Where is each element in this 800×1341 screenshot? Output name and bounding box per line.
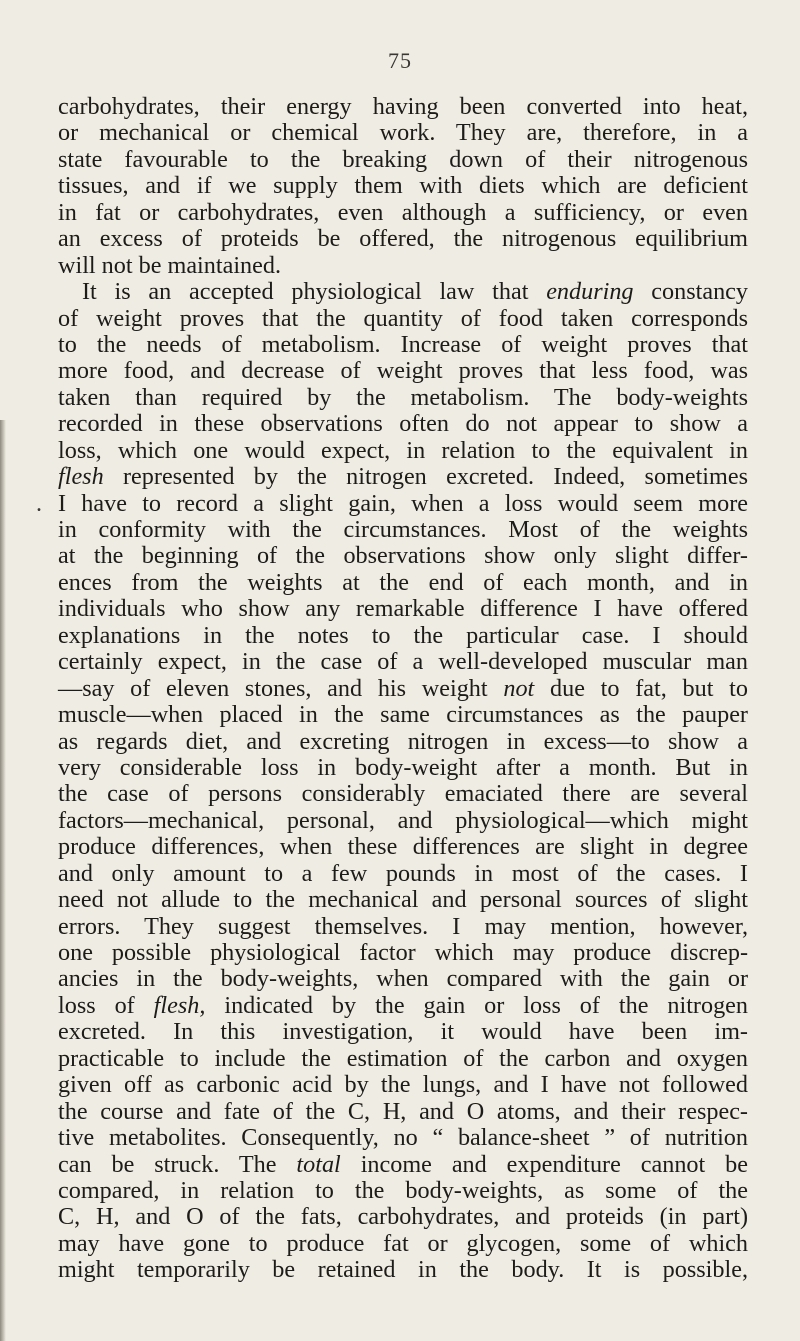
text-span: and only amount to a few pounds in most of the cases. I [58,859,748,887]
text-span: carbohydrates, their energy having been converted into heat, [58,93,748,120]
text-line [58,200,748,226]
text-span: loss, which one would expect, in relation to the equivalent in [58,436,748,464]
text-span: in conformity with the circumstances. Most of the weights [58,516,748,543]
text-span: explanations in the notes to the particular case. I should [58,621,748,649]
text-line [58,993,748,1019]
text-span: more food, and decrease of weight proves that less food, was [58,357,748,385]
text-line [58,253,748,279]
text-span: excreted. In this investigation, it would have been im- [58,1018,748,1046]
text-line [58,887,748,913]
text-span: the case of persons considerably emaciated there are several [58,780,748,808]
italic-text: flesh, [153,991,206,1019]
text-line [58,464,748,490]
text-span: may have gone to produce fat or glycogen, some of which [58,1229,748,1257]
text-line [58,517,748,543]
text-line [58,358,748,384]
text-span: indicated by the gain or loss of the nitrogen [205,991,748,1019]
text-span: due to fat, but to [534,674,748,702]
text-line [58,226,748,252]
text-span: individuals who show any remarkable difference I have offered [58,595,748,623]
text-line [58,676,748,702]
text-line [58,94,748,120]
text-span: taken than required by the metabolism. The body-weights [58,383,748,411]
text-span: recorded in these observations often do not appear to show a [58,410,748,438]
text-line [58,729,748,755]
text-line [58,861,748,887]
text-span: one possible physiological factor which may produce discrep- [58,939,748,966]
text-span: practicable to include the estimation of the carbon and oxygen [58,1044,748,1072]
text-line [58,1072,748,1098]
text-span: —say of eleven stones, and his weight [58,674,504,702]
text-span: as regards diet, and excreting nitrogen in excess—to show a [58,727,748,755]
text-span: tissues, and if we supply them with diets which are deficient [58,172,748,200]
text-span: or mechanical or chemical work. They are, therefore, in a [58,119,748,147]
text-line [58,623,748,649]
text-span: factors—mechanical, personal, and physiological—which might [58,806,748,834]
text-line [58,1152,748,1178]
text-line [58,543,748,569]
text-line [36,489,748,517]
text-line [58,1257,748,1283]
text-line [58,438,748,464]
text-span: errors. They suggest themselves. I may mention, however, [58,912,748,940]
body-text [36,93,749,1284]
text-line [58,332,748,358]
text-span: state favourable to the breaking down of their nitrogenous [58,145,748,173]
text-span: represented by the nitrogen excreted. Indeed, sometimes [103,463,748,491]
text-line [58,173,748,199]
text-span: will not be maintained. [58,251,282,279]
text-span: income and expenditure cannot be [340,1150,748,1178]
text-span: of weight proves that the quantity of food taken corresponds [58,304,748,332]
text-span: need not allude to the mechanical and personal sources of slight [58,886,748,914]
text-span: the course and fate of the C, H, and O atoms, and their respec- [58,1097,748,1125]
text-line [58,306,748,332]
text-span: in fat or carbohydrates, even although a sufficiency, or even [58,198,748,226]
text-line [58,1019,748,1045]
text-line [58,755,748,781]
text-line [58,596,748,622]
text-span: C, H, and O of the fats, carbohydrates, and proteids (in part) [58,1203,748,1231]
text-line [58,966,748,992]
text-line [58,570,748,596]
text-span: tive metabolites. Consequently, no “ balance-sheet ” of nutrition [58,1124,748,1152]
italic-text: total [296,1150,341,1178]
page-binding-shadow [0,420,6,1341]
text-line [58,1231,748,1257]
text-span: I have to record a slight gain, when a loss would seem more [58,489,748,517]
text-span: loss of [58,991,154,1019]
text-line [58,1099,748,1125]
page-number: 75 [388,48,412,73]
text-line [58,120,748,146]
text-span: might temporarily be retained in the body. It is possible, [58,1256,748,1284]
text-line [58,1046,748,1072]
text-span: at the beginning of the observations show only slight differ- [58,542,748,570]
text-span: ancies in the body-weights, when compared with the gain or [58,965,748,993]
text-line [58,1125,748,1151]
text-span: certainly expect, in the case of a well-developed muscular man [58,648,748,676]
text-span: constancy [633,278,749,306]
text-line [58,808,748,834]
text-line [58,147,748,173]
text-line [58,914,748,940]
text-line [58,940,748,966]
text-span: ences from the weights at the end of each month, and in [58,568,748,596]
text-span: to the needs of metabolism. Increase of weight proves that [58,330,748,358]
text-line [58,411,748,437]
text-line [58,649,748,675]
text-span: can be struck. The [58,1150,297,1178]
text-span: muscle—when placed in the same circumstances as the pauper [58,701,748,729]
text-line [58,1204,748,1230]
text-span: given off as carbonic acid by the lungs, and I have not followed [58,1071,748,1099]
italic-text: not [503,674,535,702]
margin-mark: . [36,490,42,517]
italic-text: flesh [58,463,104,491]
text-span: produce differences, when these differences are slight in degree [58,833,748,861]
text-line [58,385,748,411]
text-line [58,279,748,305]
text-span: It is an accepted physiological law that [82,278,547,306]
text-line [58,702,748,728]
text-span: compared, in relation to the body-weights, as some of the [58,1176,748,1204]
italic-text: enduring [546,278,634,306]
text-span: very considerable loss in body-weight after a month. But in [58,753,748,781]
text-line [58,781,748,807]
text-line [58,1178,748,1204]
text-line [58,834,748,860]
text-span: an excess of proteids be offered, the nitrogenous equilibrium [58,225,748,253]
